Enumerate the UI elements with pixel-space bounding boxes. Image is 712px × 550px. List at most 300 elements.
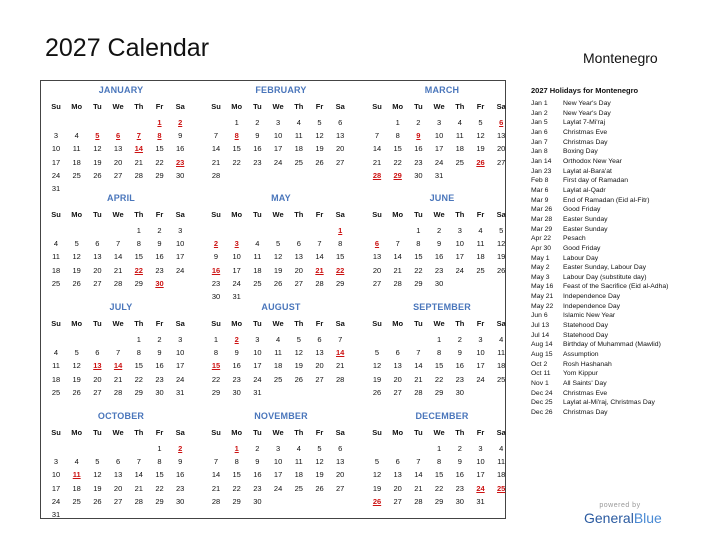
day-cell: 12 (497, 239, 506, 249)
day-cell: 15 (134, 361, 143, 371)
day-cell: 6 (395, 348, 400, 358)
day-cell: 7 (136, 457, 141, 467)
day-cell: 15 (155, 144, 164, 154)
weekday-header: Tu (253, 210, 262, 219)
day-cell: 29 (336, 278, 345, 288)
day-cell: 3 (53, 457, 59, 467)
day-cell: 12 (476, 131, 485, 141)
day-cell: 6 (296, 239, 301, 249)
day-cell: 18 (497, 361, 506, 371)
day-cell: 22 (232, 483, 241, 493)
day-cell: 22 (434, 374, 444, 384)
day-cell: 8 (395, 131, 400, 141)
day-cell: 22 (134, 374, 143, 384)
weekday-header: Th (294, 102, 304, 111)
weekday-header: Fr (315, 102, 324, 111)
weekday-header: Mo (71, 428, 83, 437)
day-cell: 17 (476, 470, 485, 480)
holiday-name: Islamic New Year (563, 312, 616, 320)
holiday-name: Laylat al-Bara'at (563, 167, 612, 175)
day-cell: 27 (497, 157, 506, 167)
holiday-day: 6 (374, 239, 380, 249)
weekday-header: We (272, 428, 284, 437)
day-cell: 22 (414, 265, 423, 275)
day-cell: 27 (315, 374, 324, 384)
day-cell: 21 (372, 157, 382, 167)
holiday-date: May 22 (531, 302, 554, 310)
weekday-header: Th (134, 428, 144, 437)
holiday-day: 1 (157, 118, 162, 127)
holiday-item (531, 311, 706, 321)
day-cell: 20 (93, 374, 102, 384)
day-cell: 28 (336, 374, 345, 384)
day-cell: 19 (315, 144, 324, 154)
weekday-header: Sa (175, 428, 185, 437)
day-cell: 29 (134, 278, 143, 288)
day-cell: 22 (211, 374, 221, 384)
day-cell: 11 (253, 252, 262, 262)
holiday-name: Easter Sunday (563, 225, 608, 233)
day-cell: 6 (338, 444, 343, 453)
weekday-header: We (272, 210, 284, 219)
day-cell: 2 (416, 118, 421, 127)
weekday-header: We (433, 102, 445, 111)
holiday-name: Christmas Day (563, 409, 608, 416)
day-cell: 12 (372, 361, 382, 371)
day-cell: 8 (213, 348, 219, 358)
day-cell: 30 (211, 292, 221, 301)
day-cell: 4 (296, 118, 301, 127)
day-cell: 29 (134, 387, 143, 397)
day-cell: 13 (336, 457, 345, 467)
holiday-date: Dec 26 (531, 409, 553, 416)
day-cell: 10 (273, 131, 283, 141)
holiday-date: May 21 (531, 293, 554, 301)
day-cell: 11 (52, 252, 60, 262)
weekday-header: Tu (414, 210, 423, 219)
weekday-header: Fr (476, 102, 485, 111)
day-cell: 9 (457, 348, 462, 358)
day-cell: 17 (253, 361, 262, 371)
holiday-name: Orthodox New Year (563, 157, 622, 165)
day-cell: 17 (455, 252, 464, 262)
holiday-name: All Saints' Day (563, 380, 607, 388)
day-cell: 22 (155, 483, 164, 493)
day-cell: 1 (395, 118, 400, 127)
holiday-date: Jan 1 (531, 100, 548, 107)
day-cell: 8 (338, 239, 343, 249)
day-cell: 23 (211, 278, 221, 288)
day-cell: 28 (393, 278, 402, 288)
day-cell: 8 (136, 239, 141, 249)
day-cell: 21 (211, 157, 221, 167)
weekday-header: Tu (93, 102, 102, 111)
day-cell: 13 (393, 470, 402, 480)
day-cell: 10 (476, 457, 485, 467)
weekday-header: Mo (71, 102, 83, 111)
holiday-day: 14 (134, 144, 143, 154)
holiday-day: 2 (178, 118, 183, 127)
day-cell: 20 (393, 374, 402, 384)
holiday-item (531, 369, 706, 379)
day-cell: 17 (434, 144, 444, 154)
holiday-date: Jan 14 (531, 157, 552, 165)
day-cell: 25 (51, 387, 61, 397)
day-cell: 9 (457, 457, 462, 467)
day-cell: 21 (134, 157, 143, 167)
day-cell: 7 (116, 239, 121, 249)
brand-text-general: General (584, 510, 634, 526)
holiday-date: Mar 29 (531, 225, 553, 233)
day-cell: 10 (273, 457, 283, 467)
day-cell: 18 (294, 470, 303, 480)
holiday-date: Aug 15 (531, 351, 553, 359)
holiday-day: 28 (372, 170, 382, 180)
day-cell: 30 (176, 496, 185, 506)
day-cell: 9 (178, 457, 183, 467)
holiday-day: 22 (134, 265, 143, 275)
day-cell: 13 (336, 131, 345, 141)
day-cell: 30 (455, 496, 464, 506)
day-cell: 29 (434, 496, 444, 506)
holiday-item (531, 263, 706, 273)
day-cell: 19 (273, 265, 283, 275)
day-cell: 6 (395, 457, 400, 467)
day-cell: 20 (393, 483, 402, 493)
holiday-date: Aug 14 (531, 341, 553, 349)
day-cell: 12 (93, 144, 102, 154)
holiday-date: Jan 2 (531, 109, 548, 117)
holiday-item (531, 389, 706, 399)
day-cell: 30 (434, 278, 444, 288)
day-cell: 21 (393, 265, 402, 275)
day-cell: 16 (414, 144, 423, 154)
day-cell: 28 (211, 170, 221, 180)
day-cell: 23 (155, 374, 164, 384)
weekday-header: Th (134, 102, 144, 111)
day-cell: 11 (497, 348, 506, 358)
day-cell: 16 (232, 361, 241, 371)
day-cell: 6 (116, 457, 121, 467)
day-cell: 30 (253, 496, 262, 506)
weekday-header: Tu (93, 428, 102, 437)
day-cell: 11 (294, 131, 303, 141)
day-cell: 9 (157, 348, 162, 358)
holiday-day: 14 (113, 361, 123, 371)
weekday-header: Su (211, 428, 221, 437)
day-cell: 25 (455, 157, 464, 167)
day-cell: 30 (232, 387, 241, 397)
holiday-day: 25 (497, 483, 506, 493)
day-cell: 24 (253, 374, 262, 384)
day-cell: 31 (51, 184, 61, 193)
holiday-name: Christmas Day (563, 138, 608, 146)
holiday-item (531, 282, 706, 292)
day-cell: 22 (155, 157, 164, 167)
day-cell: 10 (176, 348, 185, 358)
month-name: MARCH (424, 85, 460, 95)
day-cell: 6 (317, 335, 322, 344)
weekday-header: We (112, 210, 124, 219)
day-cell: 24 (273, 483, 283, 493)
weekday-header: Fr (315, 428, 324, 437)
day-cell: 5 (374, 348, 380, 358)
day-cell: 22 (232, 157, 241, 167)
day-cell: 23 (155, 265, 164, 275)
day-cell: 18 (51, 374, 61, 384)
holiday-day: 8 (234, 131, 239, 141)
day-cell: 21 (113, 265, 123, 275)
day-cell: 25 (497, 374, 506, 384)
weekday-header: We (112, 428, 124, 437)
weekday-header: Fr (476, 319, 485, 328)
day-cell: 3 (478, 444, 483, 453)
day-cell: 31 (232, 292, 241, 301)
day-cell: 6 (95, 348, 100, 358)
holiday-name: Labour Day (563, 254, 599, 262)
day-cell: 24 (476, 374, 485, 384)
day-cell: 23 (253, 483, 262, 493)
holiday-item (531, 176, 706, 186)
holiday-date: Mar 28 (531, 215, 553, 223)
day-cell: 20 (336, 470, 345, 480)
holiday-name: Laylat 7-Mi'raj (563, 119, 606, 127)
day-cell: 19 (72, 265, 81, 275)
day-cell: 15 (232, 144, 241, 154)
day-cell: 7 (213, 131, 219, 141)
day-cell: 11 (455, 131, 464, 141)
day-cell: 17 (51, 483, 61, 493)
day-cell: 25 (253, 278, 262, 288)
day-cell: 23 (176, 483, 185, 493)
day-cell: 19 (93, 483, 102, 493)
day-cell: 25 (51, 278, 61, 288)
day-cell: 18 (51, 265, 61, 275)
holiday-date: Apr 22 (531, 235, 552, 243)
day-cell: 23 (455, 483, 464, 493)
day-cell: 31 (476, 496, 485, 506)
weekday-header: Tu (93, 319, 102, 328)
day-cell: 1 (416, 226, 421, 235)
holiday-date: Mar 9 (531, 196, 549, 204)
day-cell: 10 (476, 348, 485, 358)
day-cell: 24 (176, 265, 185, 275)
month-name: MAY (271, 193, 291, 203)
holiday-day: 1 (338, 226, 343, 235)
holiday-day: 9 (416, 131, 421, 141)
day-cell: 30 (414, 170, 423, 180)
day-cell: 9 (255, 131, 260, 141)
holiday-day: 26 (476, 157, 485, 167)
day-cell: 12 (93, 470, 102, 480)
day-cell: 15 (155, 470, 164, 480)
day-cell: 25 (294, 157, 303, 167)
day-cell: 12 (72, 361, 81, 371)
day-cell: 10 (51, 144, 61, 154)
day-cell: 25 (273, 374, 283, 384)
holiday-item (531, 360, 706, 370)
day-cell: 14 (211, 470, 221, 480)
weekday-header: Tu (253, 428, 262, 437)
weekday-header: Sa (335, 210, 345, 219)
day-cell: 8 (157, 457, 162, 467)
day-cell: 15 (134, 252, 143, 262)
month-name: SEPTEMBER (413, 302, 471, 312)
day-cell: 12 (294, 348, 303, 358)
day-cell: 28 (134, 496, 143, 506)
holiday-date: Jan 7 (531, 138, 548, 146)
day-cell: 20 (336, 144, 345, 154)
month-name: APRIL (107, 193, 135, 203)
day-cell: 31 (434, 170, 444, 180)
holiday-name: Christmas Eve (563, 128, 608, 136)
day-cell: 29 (155, 170, 164, 180)
weekday-header: Sa (496, 210, 506, 219)
holiday-date: May 2 (531, 264, 550, 272)
day-cell: 20 (113, 157, 123, 167)
day-cell: 16 (176, 470, 185, 480)
day-cell: 4 (457, 118, 462, 127)
weekday-header: Mo (392, 319, 404, 328)
month-name: FEBRUARY (255, 85, 307, 95)
day-cell: 29 (434, 387, 444, 397)
weekday-header: Su (372, 319, 382, 328)
holiday-date: Apr 30 (531, 244, 552, 252)
day-cell: 1 (136, 335, 141, 344)
day-cell: 17 (232, 265, 241, 275)
day-cell: 10 (176, 239, 185, 249)
day-cell: 28 (211, 496, 221, 506)
day-cell: 14 (414, 361, 423, 371)
day-cell: 10 (455, 239, 464, 249)
holiday-name: Pesach (563, 235, 586, 243)
day-cell: 29 (414, 278, 423, 288)
holiday-name: Labour Day (substitute day) (563, 273, 647, 281)
day-cell: 1 (437, 444, 442, 453)
day-cell: 7 (338, 335, 343, 344)
day-cell: 10 (434, 131, 444, 141)
day-cell: 27 (93, 278, 102, 288)
holiday-date: Feb 8 (531, 177, 549, 185)
holiday-day: 14 (336, 348, 345, 358)
day-cell: 26 (315, 483, 324, 493)
day-cell: 25 (294, 483, 303, 493)
day-cell: 14 (315, 252, 324, 262)
day-cell: 30 (155, 387, 164, 397)
day-cell: 31 (176, 387, 185, 397)
weekday-header: Su (51, 210, 61, 219)
day-cell: 15 (434, 361, 444, 371)
weekday-header: Sa (496, 428, 506, 437)
day-cell: 14 (134, 470, 143, 480)
weekday-header: Su (51, 319, 61, 328)
day-cell: 3 (178, 226, 183, 235)
day-cell: 2 (157, 335, 162, 344)
day-cell: 4 (255, 239, 260, 249)
holiday-name: Statehood Day (563, 322, 608, 330)
weekday-header: Su (372, 428, 382, 437)
day-cell: 25 (72, 496, 81, 506)
holiday-day: 6 (499, 118, 504, 127)
day-cell: 17 (273, 144, 283, 154)
weekday-header: Su (51, 428, 61, 437)
weekday-header: Su (211, 102, 221, 111)
month-name: JANUARY (98, 85, 144, 95)
weekday-header: Tu (93, 210, 102, 219)
day-cell: 3 (255, 335, 260, 344)
weekday-header: Sa (496, 319, 506, 328)
day-cell: 4 (53, 239, 59, 249)
day-cell: 7 (374, 131, 380, 141)
holiday-item (531, 109, 706, 119)
day-cell: 10 (51, 470, 61, 480)
day-cell: 14 (113, 252, 123, 262)
month-name: NOVEMBER (254, 411, 308, 421)
holiday-date: Jan 23 (531, 167, 552, 175)
day-cell: 18 (294, 144, 303, 154)
weekday-header: Tu (414, 319, 423, 328)
holiday-item (531, 234, 706, 244)
holiday-date: Jul 14 (531, 331, 550, 339)
day-cell: 27 (93, 387, 102, 397)
day-cell: 16 (253, 470, 262, 480)
page-title: 2027 Calendar (45, 34, 210, 62)
day-cell: 27 (336, 483, 345, 493)
day-cell: 27 (113, 170, 123, 180)
holiday-day: 22 (336, 265, 345, 275)
day-cell: 23 (232, 374, 241, 384)
day-cell: 4 (74, 131, 79, 141)
day-cell: 27 (372, 278, 382, 288)
day-cell: 12 (372, 470, 382, 480)
holiday-day: 29 (393, 170, 402, 180)
weekday-header: We (272, 102, 284, 111)
day-cell: 15 (434, 470, 444, 480)
holiday-name: Christmas Eve (563, 389, 608, 397)
day-cell: 3 (276, 118, 281, 127)
weekday-header: We (433, 210, 445, 219)
holiday-item (531, 205, 706, 215)
day-cell: 4 (478, 226, 483, 235)
day-cell: 22 (393, 157, 402, 167)
weekday-header: We (112, 319, 124, 328)
weekday-header: Th (455, 428, 465, 437)
day-cell: 15 (414, 252, 423, 262)
day-cell: 9 (234, 348, 239, 358)
day-cell: 31 (253, 387, 262, 397)
holiday-item (531, 225, 706, 235)
holiday-day: 2 (213, 239, 219, 249)
day-cell: 26 (497, 265, 506, 275)
day-cell: 27 (393, 496, 402, 506)
day-cell: 5 (296, 335, 301, 344)
day-cell: 6 (338, 118, 343, 127)
holiday-name: First day of Ramadan (563, 177, 628, 185)
day-cell: 4 (499, 335, 504, 344)
day-cell: 13 (372, 252, 382, 262)
day-cell: 19 (294, 361, 303, 371)
day-cell: 23 (434, 265, 444, 275)
calendar-grid (40, 80, 506, 519)
weekday-header: Fr (155, 428, 164, 437)
day-cell: 11 (72, 144, 81, 154)
holiday-item (531, 408, 706, 418)
month-name: AUGUST (261, 302, 301, 312)
brand-logo[interactable] (584, 510, 662, 526)
weekday-header: Th (455, 319, 465, 328)
day-cell: 16 (155, 252, 164, 262)
holiday-item (531, 350, 706, 360)
